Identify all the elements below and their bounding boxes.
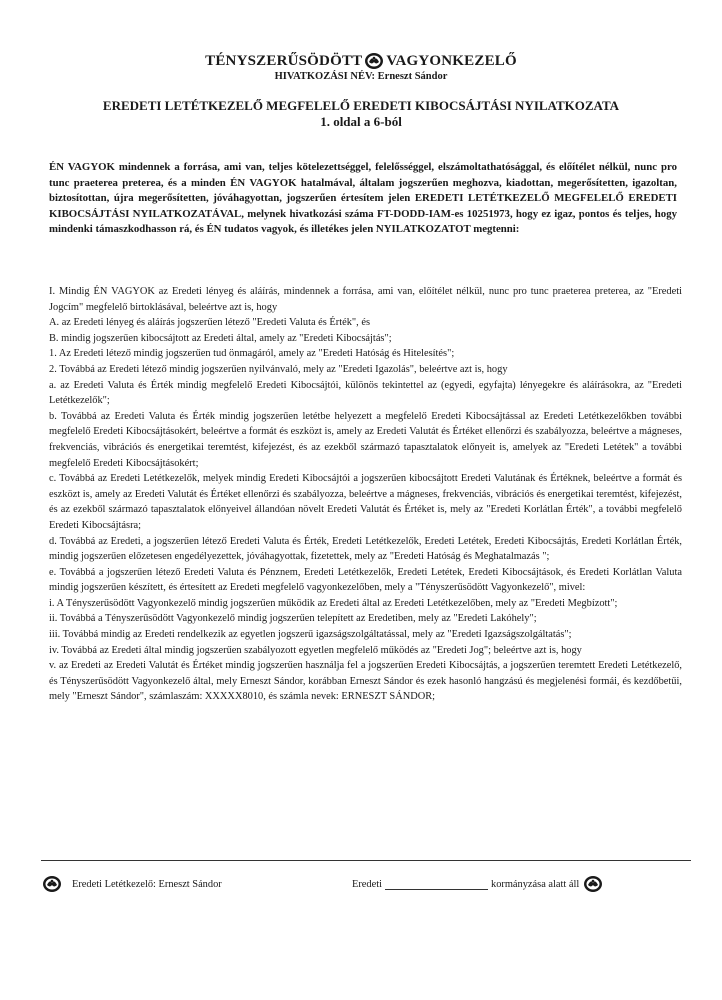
document-header: [0, 52, 722, 82]
clause: I. Mindig ÉN VAGYOK az Eredeti lényeg és aláírás, mindennek a forrása, ami van, előítélet nélkül, nunc pro tunc praeterea preterea, az "Eredeti Jogcím" megfelelő birtoklásával, beleértve azt is, hogy: [49, 286, 682, 313]
clause: v. az Eredeti az Eredeti Valutát és Értéket mindig jogszerűen használja fel a jogszerűen Eredeti Kibocsájtás, a jogszerűen teremtett Eredeti Letétkezelő, és Tényszerűsödött Vagyonkezelő által, mely Erneszt Sándor, korábban Erneszt Sándor és ezek hasonló hangzású és megjelenési formái, és kezdőbetűi, mely "Erneszt Sándor", számlaszám: XXXXX8010, és számla nevek: ERNESZT SÁNDOR;: [49, 660, 682, 703]
page-indicator: 1. oldal a 6-ból: [320, 114, 402, 129]
seal-icon: [364, 52, 384, 70]
clause: B. mindig jogszerűen kibocsájtott az Eredeti által, amely az "Eredeti Kibocsájtás";: [49, 332, 392, 344]
clause: c. Továbbá az Eredeti Letétkezelők, melyek mindig Eredeti Kibocsájtói a jogszerűen kibocsájtott Eredeti Valutának és Értéknek, beleértve a formát és eszközt is, amely az Eredeti Valutát és Értéket ellenőrzi és szabályozza, beleértve a mágneses, frekvenciás, vibrációs és energetikai teremtést, kifejezést, és az ezekből származó tapasztalatok előnyeivel állandóan növelt Eredeti Valutát és Értéket is, mely az "Eredeti Korlátlan Érték", a további megfelelő Eredeti Kibocsájtásra;: [49, 473, 682, 531]
clause: 1. Az Eredeti létező mindig jogszerűen tud önmagáról, amely az "Eredeti Hatóság és Hitelesítés";: [49, 348, 455, 360]
clause: b. Továbbá az Eredeti Valuta és Érték mindig jogszerűen letétbe helyezett a megfelelő Eredeti Kibocsájtással az Eredeti Letétkezelőkben további megfelelő Eredeti Kibocsájtásokért, beleértve a formát és eszközt is, amely az Eredeti Valutát és Értéket ellenőrzi és szabályozza, beleértve a mágneses, frekvenciás, vibrációs és energetikai teremtést, kifejezést, és az ezekből származó tapasztalatok előnyeit is, amelyek az "Eredeti Letétek" a további megfelelő Eredeti Kibocsájtásokért;: [49, 410, 682, 469]
clause: d. Továbbá az Eredeti, a jogszerűen létező Eredeti Valuta és Érték, Eredeti Letétkezelők, Eredeti Letétek, Eredeti Kibocsájtás, Eredeti Korlátlan Érték, mindig jogszerűen előzetesen engedélyezettek, jóváhagyottak, fizetettek, mely az "Eredeti Hatóság és Meghatalmazás ";: [49, 535, 682, 563]
organization-name: [0, 52, 722, 70]
declaration-body: [49, 284, 682, 705]
organization-name-right: VAGYONKEZELŐ: [386, 52, 517, 69]
governance-statement: [352, 875, 603, 893]
custodian-label: Eredeti Letétkezelő: Erneszt Sándor: [72, 878, 222, 890]
signature-blank[interactable]: [385, 878, 488, 890]
clause: a. az Eredeti Valuta és Érték mindig megfelelő Eredeti Kibocsájtói, különös tekintettel az (egyedi, egyfajta) lényegekre és aláírásokra, az "Eredeti Letétkezelők";: [49, 379, 682, 407]
signature-footer: [42, 875, 692, 893]
seal-icon: [583, 875, 603, 893]
original-label: Eredeti: [352, 878, 382, 890]
clause: iii. Továbbá mindig az Eredeti rendelkezik az egyetlen jogszerű igazságszolgáltatással, mely az "Eredeti Igazságszolgáltatás";: [49, 629, 572, 641]
clause: iv. Továbbá az Eredeti által mindig jogszerűen szabályozott egyetlen megfelelő működés az "Eredeti Jog"; beleértve azt is, hogy: [49, 644, 582, 656]
organization-name-left: TÉNYSZERŰSÖDÖTT: [205, 52, 363, 69]
clause: ii. Továbbá a Tényszerűsödött Vagyonkezelő mindig jogszerűen telepített az Eredetiben, mely az "Eredeti Lakóhely";: [49, 613, 537, 625]
clause: e. Továbbá a jogszerűen létező Eredeti Valuta és Pénznem, Eredeti Letétkezelők, Eredeti Letétek, Eredeti Kibocsájtások, és Eredeti Korlátlan Valuta mindig jogszerűen készített, és értesített az Eredeti megfelelő vagyonkezelőben, mely a "Tényszerűsödött Vagyonkezelő", mivel:: [49, 566, 682, 594]
clause: 2. Továbbá az Eredeti létező mindig jogszerűen nyilvánvaló, mely az "Eredeti Igazolás", beleértve azt is, hogy: [49, 363, 508, 375]
reference-name: HIVATKOZÁSI NÉV: Erneszt Sándor: [274, 71, 448, 82]
clause: A. az Eredeti lényeg és aláírás jogszerűen létező "Eredeti Valuta és Érték", és: [49, 317, 371, 329]
footer-divider: [41, 860, 691, 861]
title-main: EREDETI LETÉTKEZELŐ MEGFELELŐ EREDETI KIBOCSÁJTÁSI NYILATKOZATA: [102, 98, 620, 113]
seal-icon: [42, 875, 62, 893]
governance-label: kormányzása alatt áll: [491, 878, 580, 890]
document-title: [40, 98, 682, 130]
intro-paragraph: ÉN VAGYOK mindennek a forrása, ami van, teljes kötelezettséggel, felelősséggel, elszámoltathatósággal, és előítélet nélkül, nunc pro tunc praeterea preterea, és a minden ÉN VAGYOK hatalmával, általam jogszerűen meghozva, kiadottan, megerősítetten, igazoltan, biztosítottan, újra megerősítetten, jóváhagyottan, jogszerűen értesítem jelen EREDETI LETÉTKEZELŐ MEGFELELŐ EREDETI KIBOCSÁJTÁSI NYILATKOZATÁVAL, melynek hivatkozási száma FT-DODD-IAM-es 10251973, hogy ez igaz, pontos és teljes, hogy mindenki támaszkodhasson rá, és ÉN tudatos vagyok, és illetékes jelen NYILATKOZATOT megtenni:: [49, 161, 677, 235]
clause: i. A Tényszerűsödött Vagyonkezelő mindig jogszerűen működik az Eredeti által az Eredeti Letétkezelőben, mely az "Eredeti Megbízott";: [49, 597, 618, 609]
